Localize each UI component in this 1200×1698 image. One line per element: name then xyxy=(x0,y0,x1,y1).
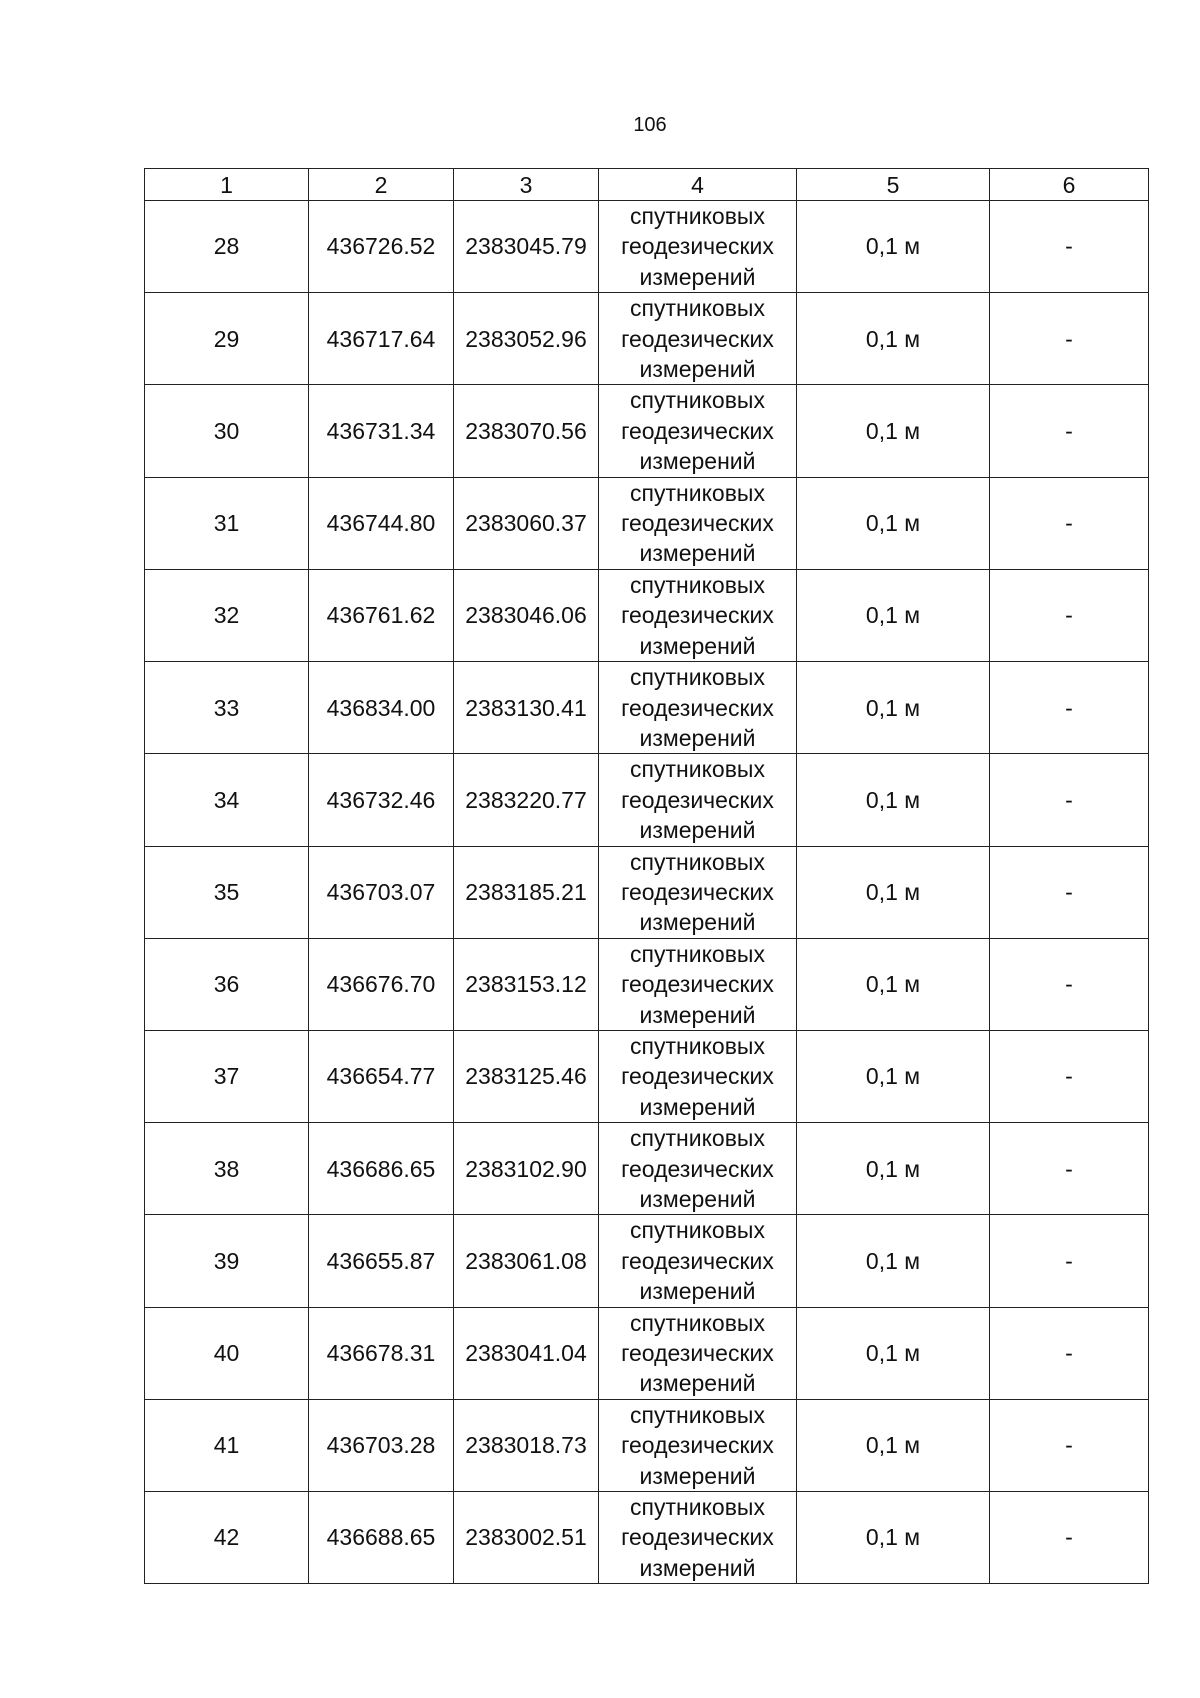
y-coordinate-cell: 2383070.56 xyxy=(454,385,599,477)
table-row xyxy=(145,385,1149,477)
method-cell xyxy=(599,201,797,293)
accuracy-cell: 0,1 м xyxy=(797,293,990,385)
point-number-cell: 28 xyxy=(145,201,309,293)
method-cell xyxy=(599,1399,797,1491)
method-line: геодезических xyxy=(621,971,774,998)
method-cell xyxy=(599,385,797,477)
x-coordinate-cell: 436688.65 xyxy=(309,1492,454,1584)
point-number-cell: 32 xyxy=(145,569,309,661)
method-line: геодезических xyxy=(621,417,774,444)
header-col-2: 2 xyxy=(309,169,454,201)
method-cell xyxy=(599,662,797,754)
method-line: измерений xyxy=(639,263,756,290)
y-coordinate-cell: 2383041.04 xyxy=(454,1307,599,1399)
method-line: измерений xyxy=(639,1370,756,1397)
table-row xyxy=(145,1123,1149,1215)
point-number-cell: 33 xyxy=(145,662,309,754)
note-cell: - xyxy=(990,754,1149,846)
method-cell xyxy=(599,1123,797,1215)
header-col-3: 3 xyxy=(454,169,599,201)
table-row xyxy=(145,293,1149,385)
accuracy-cell: 0,1 м xyxy=(797,1215,990,1307)
note-cell: - xyxy=(990,1030,1149,1122)
method-line: геодезических xyxy=(621,325,774,352)
table-row xyxy=(145,1307,1149,1399)
point-number-cell: 37 xyxy=(145,1030,309,1122)
method-line: спутниковых xyxy=(630,1494,765,1521)
method-line: измерений xyxy=(639,1554,756,1581)
method-line: измерений xyxy=(639,540,756,567)
y-coordinate-cell: 2383046.06 xyxy=(454,569,599,661)
accuracy-cell: 0,1 м xyxy=(797,477,990,569)
y-coordinate-cell: 2383125.46 xyxy=(454,1030,599,1122)
method-line: спутниковых xyxy=(630,664,765,691)
method-line: спутниковых xyxy=(630,479,765,506)
y-coordinate-cell: 2383102.90 xyxy=(454,1123,599,1215)
table-row xyxy=(145,477,1149,569)
method-line: измерений xyxy=(639,724,756,751)
method-line: геодезических xyxy=(621,1247,774,1274)
coordinates-table xyxy=(144,168,1149,1584)
note-cell: - xyxy=(990,1215,1149,1307)
method-cell xyxy=(599,1492,797,1584)
accuracy-cell: 0,1 м xyxy=(797,754,990,846)
method-line: спутниковых xyxy=(630,756,765,783)
method-cell xyxy=(599,1307,797,1399)
note-cell: - xyxy=(990,1492,1149,1584)
method-line: геодезических xyxy=(621,1524,774,1551)
method-cell xyxy=(599,1030,797,1122)
method-line: спутниковых xyxy=(630,848,765,875)
accuracy-cell: 0,1 м xyxy=(797,201,990,293)
x-coordinate-cell: 436761.62 xyxy=(309,569,454,661)
method-line: измерений xyxy=(639,1001,756,1028)
method-line: геодезических xyxy=(621,694,774,721)
method-line: геодезических xyxy=(621,786,774,813)
table-row xyxy=(145,1492,1149,1584)
point-number-cell: 31 xyxy=(145,477,309,569)
x-coordinate-cell: 436726.52 xyxy=(309,201,454,293)
point-number-cell: 30 xyxy=(145,385,309,477)
x-coordinate-cell: 436686.65 xyxy=(309,1123,454,1215)
accuracy-cell: 0,1 м xyxy=(797,938,990,1030)
x-coordinate-cell: 436676.70 xyxy=(309,938,454,1030)
point-number-cell: 41 xyxy=(145,1399,309,1491)
header-row xyxy=(145,169,1149,201)
header-col-4: 4 xyxy=(599,169,797,201)
method-line: спутниковых xyxy=(630,295,765,322)
method-line: спутниковых xyxy=(630,1309,765,1336)
point-number-cell: 40 xyxy=(145,1307,309,1399)
table-row xyxy=(145,1215,1149,1307)
y-coordinate-cell: 2383060.37 xyxy=(454,477,599,569)
accuracy-cell: 0,1 м xyxy=(797,569,990,661)
x-coordinate-cell: 436744.80 xyxy=(309,477,454,569)
method-line: спутниковых xyxy=(630,940,765,967)
accuracy-cell: 0,1 м xyxy=(797,662,990,754)
note-cell: - xyxy=(990,846,1149,938)
x-coordinate-cell: 436732.46 xyxy=(309,754,454,846)
y-coordinate-cell: 2383061.08 xyxy=(454,1215,599,1307)
note-cell: - xyxy=(990,385,1149,477)
point-number-cell: 36 xyxy=(145,938,309,1030)
note-cell: - xyxy=(990,938,1149,1030)
method-line: геодезических xyxy=(621,1432,774,1459)
table-body xyxy=(145,201,1149,1584)
x-coordinate-cell: 436717.64 xyxy=(309,293,454,385)
note-cell: - xyxy=(990,293,1149,385)
table-row xyxy=(145,754,1149,846)
method-line: измерений xyxy=(639,1186,756,1212)
accuracy-cell: 0,1 м xyxy=(797,1492,990,1584)
accuracy-cell: 0,1 м xyxy=(797,846,990,938)
accuracy-cell: 0,1 м xyxy=(797,1123,990,1215)
method-line: измерений xyxy=(639,1093,756,1120)
method-cell xyxy=(599,569,797,661)
method-line: измерений xyxy=(639,632,756,659)
method-cell xyxy=(599,293,797,385)
method-line: геодезических xyxy=(621,1155,774,1182)
accuracy-cell: 0,1 м xyxy=(797,1399,990,1491)
note-cell: - xyxy=(990,477,1149,569)
method-cell xyxy=(599,938,797,1030)
method-line: измерений xyxy=(639,817,756,844)
point-number-cell: 29 xyxy=(145,293,309,385)
y-coordinate-cell: 2383220.77 xyxy=(454,754,599,846)
page-number: 106 xyxy=(633,114,667,136)
note-cell: - xyxy=(990,662,1149,754)
method-cell xyxy=(599,477,797,569)
method-line: геодезических xyxy=(621,602,774,629)
point-number-cell: 42 xyxy=(145,1492,309,1584)
method-line: геодезических xyxy=(621,1340,774,1367)
x-coordinate-cell: 436678.31 xyxy=(309,1307,454,1399)
header-col-5: 5 xyxy=(797,169,990,201)
method-line: геодезических xyxy=(621,233,774,260)
point-number-cell: 39 xyxy=(145,1215,309,1307)
method-line: измерений xyxy=(639,1462,756,1489)
point-number-cell: 38 xyxy=(145,1123,309,1215)
point-number-cell: 35 xyxy=(145,846,309,938)
method-cell xyxy=(599,754,797,846)
method-line: спутниковых xyxy=(630,1032,765,1059)
method-line: спутниковых xyxy=(630,1217,765,1244)
method-line: спутниковых xyxy=(630,1125,765,1152)
method-line: спутниковых xyxy=(630,1401,765,1428)
x-coordinate-cell: 436654.77 xyxy=(309,1030,454,1122)
method-line: геодезических xyxy=(621,510,774,537)
method-line: спутниковых xyxy=(630,387,765,414)
header-col-6: 6 xyxy=(990,169,1149,201)
table-row xyxy=(145,1399,1149,1491)
table-row xyxy=(145,662,1149,754)
note-cell: - xyxy=(990,1307,1149,1399)
y-coordinate-cell: 2383185.21 xyxy=(454,846,599,938)
method-cell xyxy=(599,846,797,938)
x-coordinate-cell: 436655.87 xyxy=(309,1215,454,1307)
table-row xyxy=(145,938,1149,1030)
y-coordinate-cell: 2383018.73 xyxy=(454,1399,599,1491)
method-line: геодезических xyxy=(621,878,774,905)
method-line: спутниковых xyxy=(630,571,765,598)
method-line: измерений xyxy=(639,356,756,383)
method-line: спутниковых xyxy=(630,203,765,229)
accuracy-cell: 0,1 м xyxy=(797,1030,990,1122)
method-line: измерений xyxy=(639,909,756,936)
y-coordinate-cell: 2383052.96 xyxy=(454,293,599,385)
note-cell: - xyxy=(990,569,1149,661)
method-line: измерений xyxy=(639,448,756,475)
table-row xyxy=(145,1030,1149,1122)
note-cell: - xyxy=(990,1399,1149,1491)
x-coordinate-cell: 436731.34 xyxy=(309,385,454,477)
x-coordinate-cell: 436834.00 xyxy=(309,662,454,754)
method-cell xyxy=(599,1215,797,1307)
x-coordinate-cell: 436703.07 xyxy=(309,846,454,938)
table-row xyxy=(145,846,1149,938)
table-row xyxy=(145,201,1149,293)
table-row xyxy=(145,569,1149,661)
y-coordinate-cell: 2383002.51 xyxy=(454,1492,599,1584)
table-header xyxy=(145,169,1149,201)
y-coordinate-cell: 2383130.41 xyxy=(454,662,599,754)
x-coordinate-cell: 436703.28 xyxy=(309,1399,454,1491)
accuracy-cell: 0,1 м xyxy=(797,1307,990,1399)
header-col-1: 1 xyxy=(145,169,309,201)
y-coordinate-cell: 2383153.12 xyxy=(454,938,599,1030)
note-cell: - xyxy=(990,201,1149,293)
method-line: измерений xyxy=(639,1278,756,1305)
y-coordinate-cell: 2383045.79 xyxy=(454,201,599,293)
method-line: геодезических xyxy=(621,1063,774,1090)
point-number-cell: 34 xyxy=(145,754,309,846)
note-cell: - xyxy=(990,1123,1149,1215)
accuracy-cell: 0,1 м xyxy=(797,385,990,477)
